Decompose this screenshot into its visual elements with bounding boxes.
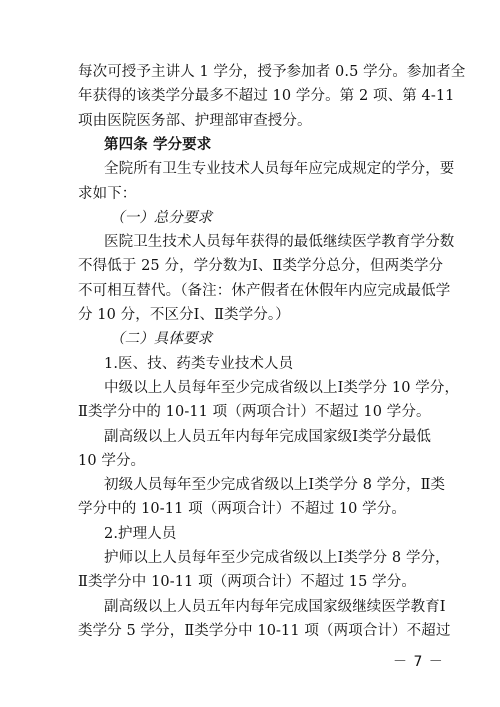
body-line: 年获得的该类学分最多不超过 10 学分。第 2 项、第 4-11 xyxy=(78,88,455,105)
list-heading: 1.医、技、药类专业技术人员 xyxy=(104,355,294,372)
body-line: 每次可授予主讲人 1 学分，授予参加者 0.5 学分。参加者全 xyxy=(78,64,466,80)
list-heading: 2.护理人员 xyxy=(104,525,177,542)
body-line: 初级人员每年至少完成省级以上Ⅰ类学分 8 学分，Ⅱ类 xyxy=(104,477,446,494)
subsection-heading: （一）总分要求 xyxy=(110,209,213,226)
page-number: － 7 － xyxy=(393,654,444,670)
subsection-heading: （二）具体要求 xyxy=(110,331,213,348)
body-line: 医院卫生技术人员每年获得的最低继续医学教育学分数 xyxy=(104,234,455,251)
body-line: Ⅱ类学分中的 10-11 项（两项合计）不超过 10 学分。 xyxy=(78,404,431,421)
body-line: 护师以上人员每年至少完成省级以上Ⅰ类学分 8 学分， xyxy=(104,550,450,566)
body-line: 项由医院医务部、护理部审查授分。 xyxy=(78,112,312,129)
body-line: 副高级以上人员五年内每年完成国家级Ⅰ类学分最低 xyxy=(104,428,432,445)
body-line: 中级以上人员每年至少完成省级以上Ⅰ类学分 10 学分， xyxy=(104,379,460,396)
body-line: 不可相互替代。（备注：休产假者在休假年内应完成最低学 xyxy=(78,282,451,299)
body-line: Ⅱ类学分中 10-11 项（两项合计）不超过 15 学分。 xyxy=(78,574,416,591)
body-line: 全院所有卫生专业技术人员每年应完成规定的学分，要 xyxy=(104,161,455,178)
body-line: 类学分 5 学分，Ⅱ类学分中 10-11 项（两项合计）不超过 xyxy=(78,622,451,639)
body-line: 求如下： xyxy=(78,185,137,202)
body-line: 分 10 分，不区分Ⅰ、Ⅱ类学分。） xyxy=(78,307,290,323)
section-heading: 第四条 学分要求 xyxy=(104,136,212,153)
body-line: 学分中的 10-11 项（两项合计）不超过 10 学分。 xyxy=(78,501,406,518)
body-line: 副高级以上人员五年内每年完成国家级继续医学教育Ⅰ xyxy=(104,598,446,615)
body-line: 不得低于 25 分，学分数为Ⅰ、Ⅱ类学分总分，但两类学分 xyxy=(78,258,444,275)
body-line: 10 学分。 xyxy=(78,452,146,469)
